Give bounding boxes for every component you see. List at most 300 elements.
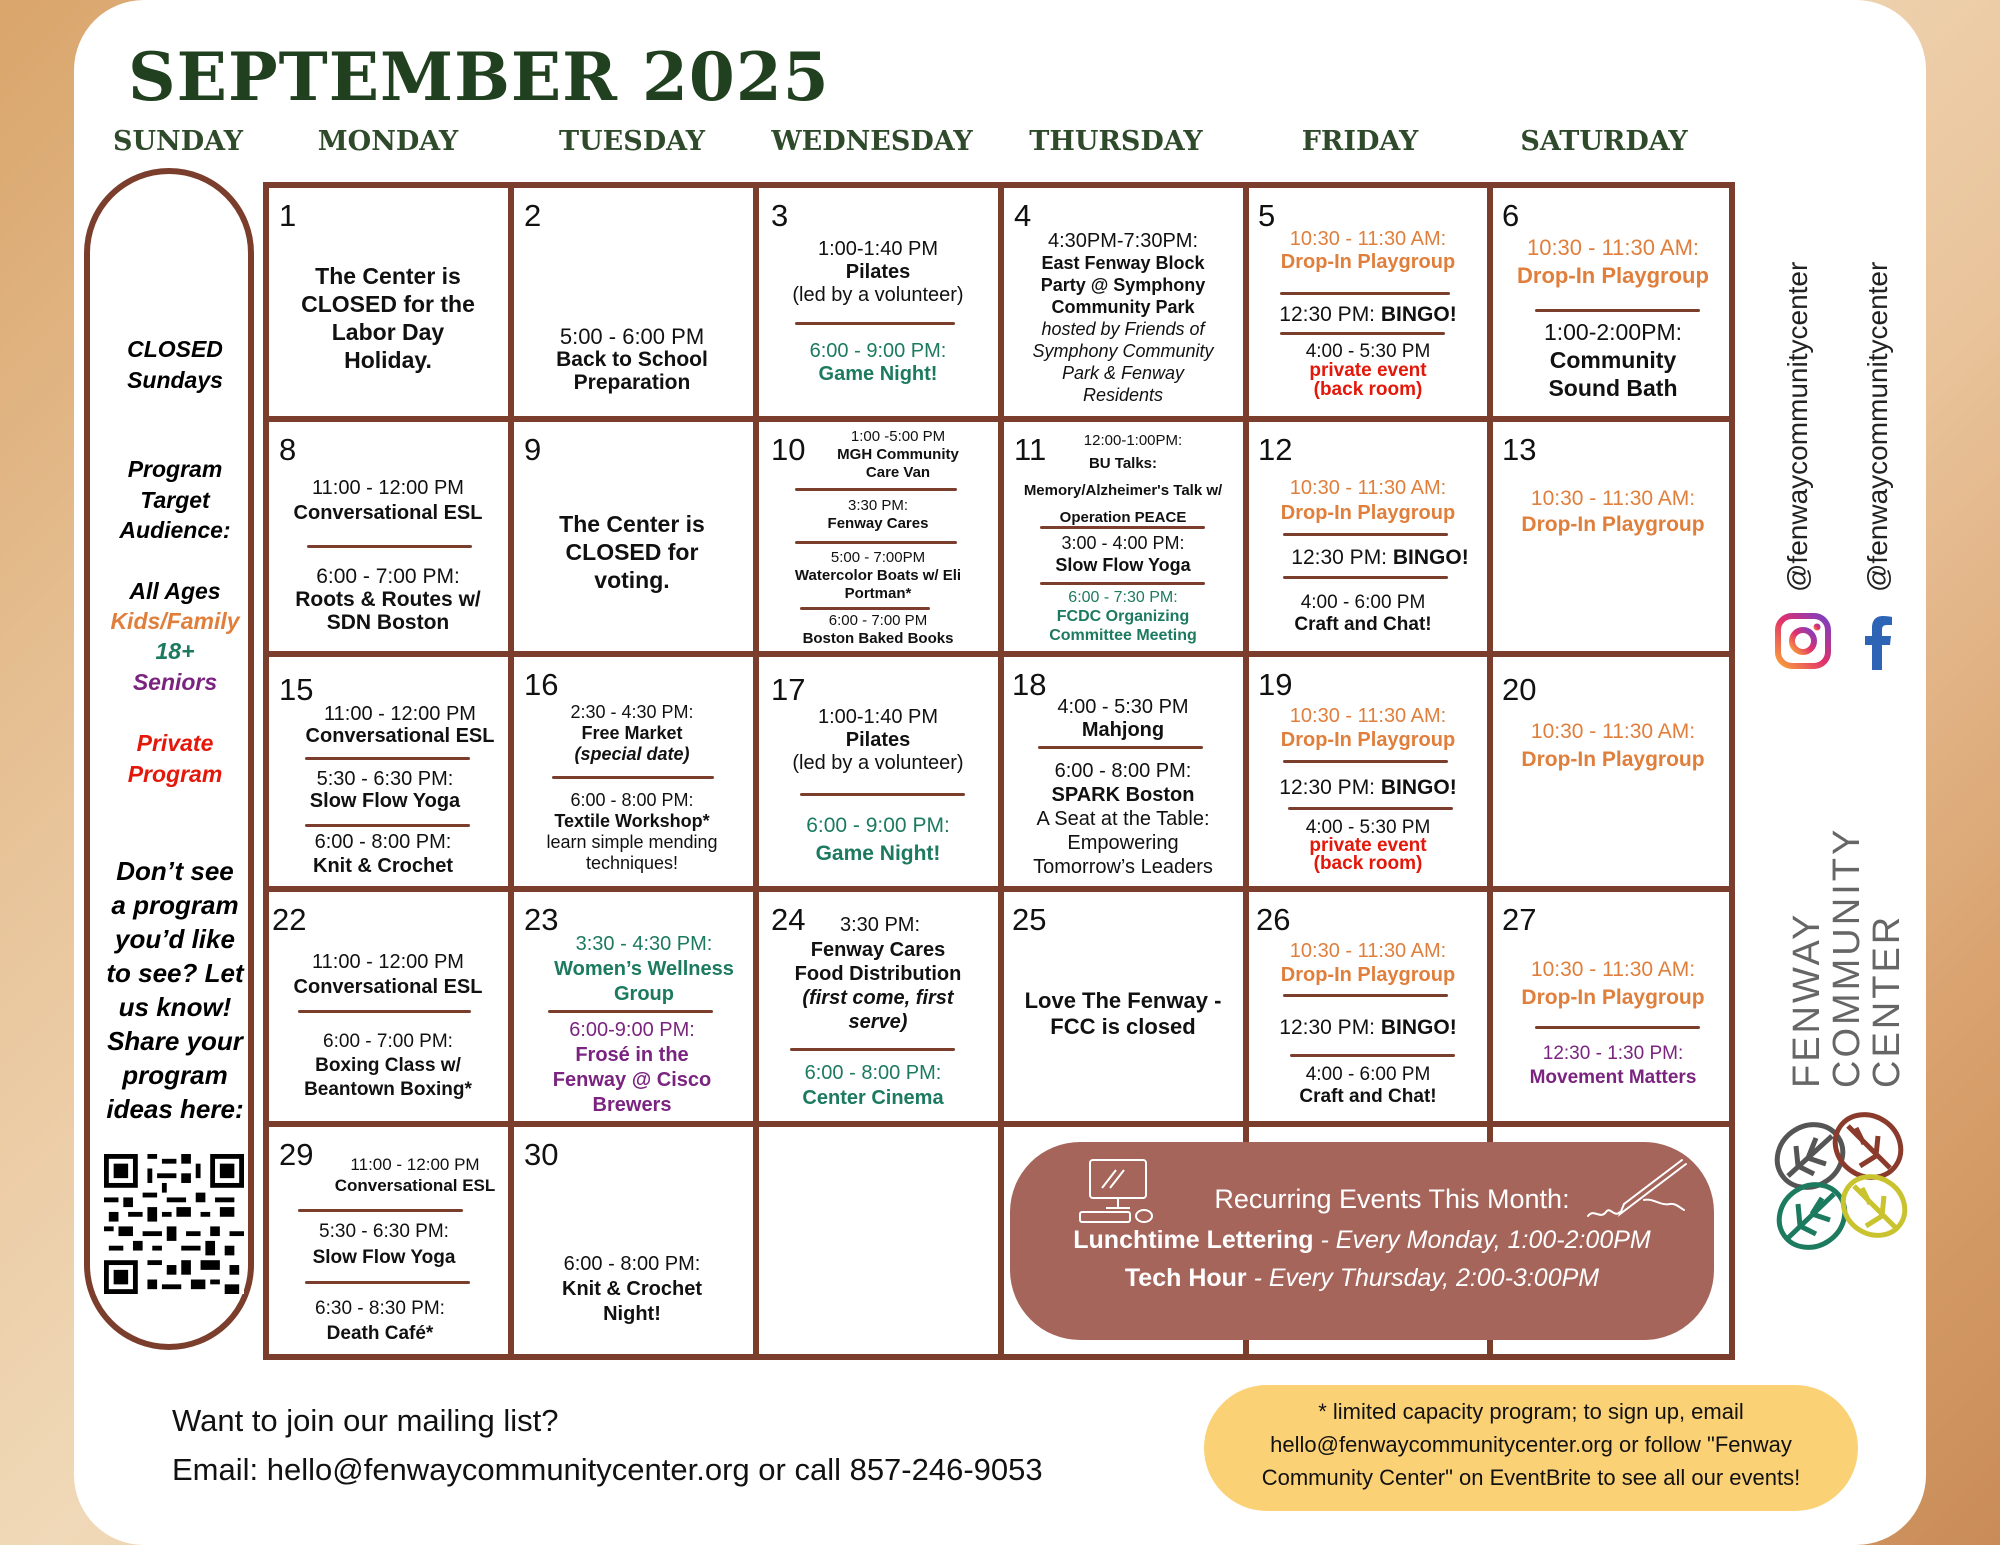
event-playgroup[interactable] bbox=[1494, 718, 1732, 774]
leaf-logo bbox=[1768, 1108, 1918, 1258]
event-yoga[interactable] bbox=[266, 1219, 502, 1271]
event-time-24: 3:30 PM: bbox=[839, 914, 921, 936]
event-time: 5:30 - 6:30 PM: bbox=[319, 1221, 449, 1242]
day-number: 15 bbox=[279, 672, 314, 707]
day-header-thursday: THURSDAY bbox=[1029, 126, 1203, 157]
event-title: Conversational ESL bbox=[293, 976, 483, 998]
event-time: 1:00-1:40 PM bbox=[817, 706, 939, 728]
separator bbox=[305, 757, 470, 760]
event-time: 12:30 - 1:30 PM: bbox=[1542, 1043, 1684, 1064]
event-note: (first come, first bbox=[802, 987, 954, 1009]
event-title: Center Cinema bbox=[802, 1087, 944, 1109]
event-fenway-cares[interactable] bbox=[760, 497, 996, 533]
event-title: private event bbox=[1309, 835, 1427, 856]
closed-line: FCC is closed bbox=[1050, 1014, 1196, 1039]
event-time: 11:00 - 12:00 PM bbox=[324, 703, 476, 725]
event-time: 4:30PM-7:30PM: bbox=[1047, 230, 1199, 252]
event-craft-chat[interactable] bbox=[1250, 1064, 1486, 1108]
day-number: 8 bbox=[279, 432, 297, 467]
day-number: 6 bbox=[1502, 198, 1520, 233]
separator bbox=[305, 824, 470, 827]
day-header-saturday: SATURDAY bbox=[1520, 126, 1688, 157]
closed-line: Holiday. bbox=[344, 347, 432, 373]
event-title: Craft and Chat! bbox=[1294, 614, 1432, 635]
closed-line: voting. bbox=[594, 567, 670, 593]
event-time: 10:30 - 11:30 AM: bbox=[1289, 477, 1447, 499]
event-note: Empowering bbox=[1067, 832, 1179, 854]
private-label-2: Program bbox=[127, 761, 223, 787]
event-time: 4:00 - 5:30 PM bbox=[1305, 817, 1431, 838]
event-time: 4:00 - 6:00 PM bbox=[1300, 592, 1426, 613]
event-baked-books[interactable] bbox=[760, 612, 996, 648]
event-mahjong[interactable] bbox=[1004, 696, 1242, 742]
day-number: 12 bbox=[1258, 432, 1293, 467]
event-title: Conversational ESL bbox=[334, 1176, 496, 1195]
event-time: 10:30 - 11:30 AM: bbox=[1530, 720, 1696, 743]
instagram-handle[interactable]: @fenwaycommunitycenter bbox=[1782, 261, 1813, 592]
event-bingo[interactable] bbox=[1250, 1016, 1486, 1039]
closed-line: The Center is bbox=[315, 263, 461, 289]
audience-seniors: Seniors bbox=[132, 669, 218, 695]
separator bbox=[795, 541, 957, 544]
event-time: 4:00 - 5:30 PM bbox=[1057, 696, 1189, 718]
day-number: 2 bbox=[524, 198, 542, 233]
event-title: Movement Matters bbox=[1529, 1067, 1697, 1088]
page-title: SEPTEMBER 2025 bbox=[128, 38, 830, 116]
event-time: 5:00 - 6:00 PM bbox=[559, 324, 705, 349]
recurring-name: Tech Hour bbox=[1124, 1264, 1247, 1292]
sunday-sidebar bbox=[84, 168, 254, 1350]
separator bbox=[790, 1048, 955, 1051]
event-title: Beantown Boxing* bbox=[304, 1079, 472, 1100]
separator bbox=[1038, 746, 1203, 749]
day-number: 9 bbox=[524, 432, 542, 467]
event-watercolor[interactable] bbox=[760, 549, 996, 603]
event-esl[interactable] bbox=[270, 950, 506, 1000]
event-title: BU Talks: bbox=[1088, 455, 1158, 472]
event-bingo[interactable] bbox=[1250, 776, 1486, 799]
day-number: 23 bbox=[524, 902, 559, 937]
facebook-icon[interactable] bbox=[1862, 612, 1894, 670]
event-title: Food Distribution bbox=[794, 963, 962, 985]
day-header-wednesday: WEDNESDAY bbox=[771, 126, 973, 157]
audience-line-2: Target bbox=[140, 487, 210, 513]
event-time: 12:30 PM: bbox=[1291, 546, 1393, 569]
day-number: 13 bbox=[1502, 432, 1537, 467]
event-time: 10:30 - 11:30 AM: bbox=[1530, 958, 1696, 981]
event-title: Group bbox=[614, 983, 674, 1005]
event-title: Drop-In Playgroup bbox=[1280, 729, 1456, 751]
day-number: 22 bbox=[272, 902, 307, 937]
day-header-tuesday: TUESDAY bbox=[558, 126, 705, 157]
grid-divider bbox=[753, 182, 759, 1360]
event-textile[interactable] bbox=[514, 790, 750, 874]
recurring-when: - Every Thursday, 2:00-3:00PM bbox=[1246, 1264, 1600, 1292]
event-time: 6:00 - 8:00 PM: bbox=[314, 831, 452, 853]
separator bbox=[298, 1209, 463, 1212]
event-cinema[interactable] bbox=[755, 1061, 991, 1111]
audience-line-3: Audience: bbox=[119, 517, 231, 543]
event-note: (back room) bbox=[1313, 379, 1423, 400]
event-title: Conversational ESL bbox=[305, 725, 495, 747]
event-title: Drop-In Playgroup bbox=[1280, 502, 1456, 524]
event-time: 10:30 - 11:30 AM: bbox=[1530, 487, 1696, 510]
event-time: 6:00 - 8:00 PM: bbox=[563, 1253, 701, 1275]
event-private[interactable] bbox=[1250, 819, 1486, 873]
event-game-night[interactable] bbox=[760, 812, 996, 868]
event-title: Mahjong bbox=[1081, 719, 1165, 741]
event-time: 5:00 - 7:00PM bbox=[830, 549, 926, 566]
grid-divider bbox=[263, 886, 1735, 892]
event-time: 3:30 PM: bbox=[847, 497, 909, 514]
event-frose[interactable] bbox=[514, 1018, 750, 1118]
event-womens-wellness[interactable] bbox=[526, 932, 762, 1007]
separator bbox=[1283, 533, 1448, 536]
event-time: 6:00 - 9:00 PM: bbox=[809, 340, 947, 362]
event-time: 12:30 PM: bbox=[1279, 303, 1381, 326]
closed-notice bbox=[270, 262, 506, 374]
recurring-item-lettering[interactable] bbox=[1010, 1226, 1714, 1255]
event-sound-bath[interactable] bbox=[1494, 318, 1732, 402]
note-line: * limited capacity program; to sign up, email bbox=[1318, 1399, 1744, 1424]
ask-line-7: program bbox=[122, 1060, 228, 1090]
event-fcdc[interactable] bbox=[1004, 588, 1242, 645]
event-title: Conversational ESL bbox=[293, 502, 483, 524]
event-title: Drop-In Playgroup bbox=[1280, 964, 1456, 986]
event-title: Pilates bbox=[845, 261, 911, 283]
day-header-sunday: SUNDAY bbox=[112, 126, 244, 157]
day-number: 24 bbox=[771, 902, 806, 937]
event-title: Sound Bath bbox=[1548, 375, 1678, 401]
separator bbox=[307, 545, 472, 548]
event-time: 6:00 - 7:00 PM: bbox=[323, 1031, 453, 1052]
event-title: Knit & Crochet bbox=[313, 855, 453, 877]
event-game-night[interactable] bbox=[760, 340, 996, 386]
closed-notice bbox=[1004, 988, 1242, 1040]
event-title: Drop-In Playgroup bbox=[1280, 251, 1456, 273]
event-note: (led by a volunteer) bbox=[792, 752, 964, 774]
event-back-to-school[interactable] bbox=[514, 325, 750, 394]
day-number: 27 bbox=[1502, 902, 1537, 937]
event-title: Community Park bbox=[1051, 297, 1195, 317]
event-time: 10:30 - 11:30 AM: bbox=[1289, 705, 1447, 727]
event-note: (led by a volunteer) bbox=[792, 284, 964, 306]
event-time: 4:00 - 5:30 PM bbox=[1305, 341, 1431, 362]
event-food-distribution[interactable] bbox=[760, 938, 996, 1034]
brand-line-3: CENTER bbox=[1866, 913, 1908, 1088]
separator bbox=[1290, 1054, 1455, 1057]
instagram-icon[interactable] bbox=[1774, 612, 1832, 670]
event-time: 6:00 - 8:00 PM: bbox=[570, 790, 694, 810]
separator bbox=[1283, 994, 1448, 997]
event-time: 6:00 - 7:00 PM bbox=[828, 612, 928, 629]
day-number: 30 bbox=[524, 1137, 559, 1172]
day-number: 1 bbox=[279, 198, 297, 233]
note-line: hello@fenwaycommunitycenter.org or follow "Fenway bbox=[1270, 1432, 1792, 1457]
event-esl[interactable] bbox=[318, 1154, 512, 1196]
day-number: 26 bbox=[1256, 902, 1291, 937]
grid-divider bbox=[263, 416, 1735, 422]
event-knit-night[interactable] bbox=[514, 1252, 750, 1327]
event-title: Operation PEACE bbox=[1059, 509, 1187, 526]
event-title: private event bbox=[1309, 360, 1427, 381]
event-title: Game Night! bbox=[815, 842, 941, 865]
event-block-party[interactable] bbox=[1004, 230, 1242, 406]
event-time: 4:00 - 6:00 PM bbox=[1305, 1064, 1431, 1085]
event-playgroup[interactable] bbox=[1494, 234, 1732, 290]
event-title: Portman* bbox=[844, 585, 912, 602]
event-title: Slow Flow Yoga bbox=[312, 1247, 456, 1268]
recurring-item-tech-hour[interactable] bbox=[1010, 1264, 1714, 1293]
closed-line: CLOSED for the bbox=[301, 291, 475, 317]
event-note: learn simple mending bbox=[546, 832, 718, 852]
grid-divider bbox=[263, 1121, 1735, 1127]
event-pilates[interactable] bbox=[760, 238, 996, 307]
event-title: Fenway Cares bbox=[827, 515, 929, 532]
day-number: 3 bbox=[771, 198, 789, 233]
event-note: (special date) bbox=[574, 744, 690, 764]
day-number: 20 bbox=[1502, 672, 1537, 707]
separator bbox=[305, 1281, 470, 1284]
facebook-handle[interactable]: @fenwaycommunitycenter bbox=[1862, 261, 1893, 592]
event-note: Tomorrow’s Leaders bbox=[1033, 856, 1213, 878]
event-time: 10:30 - 11:30 AM: bbox=[1526, 235, 1700, 260]
event-title: Drop-In Playgroup bbox=[1521, 513, 1705, 536]
audience-all-ages: All Ages bbox=[129, 578, 221, 604]
event-title: Frosé in the bbox=[575, 1044, 689, 1066]
ask-line-6: Share your bbox=[107, 1026, 243, 1056]
recurring-when: - Every Monday, 1:00-2:00PM bbox=[1313, 1226, 1651, 1254]
audience-line-1: Program bbox=[127, 456, 223, 482]
separator bbox=[1535, 1026, 1700, 1029]
event-title: Pilates bbox=[845, 729, 911, 751]
private-label-1: Private bbox=[136, 730, 214, 756]
ask-line-5: us know! bbox=[118, 992, 232, 1022]
event-boxing[interactable] bbox=[270, 1030, 506, 1102]
event-time: 1:00-2:00PM: bbox=[1543, 319, 1683, 345]
closed-line: The Center is bbox=[559, 511, 705, 537]
event-title: BINGO! bbox=[1392, 546, 1469, 569]
sundays-label: Sundays bbox=[127, 367, 223, 393]
event-title: Free Market bbox=[581, 723, 683, 743]
day-number: 16 bbox=[524, 667, 559, 702]
event-time: 3:00 - 4:00 PM: bbox=[1061, 533, 1185, 553]
separator bbox=[1535, 309, 1700, 312]
event-title: Care Van bbox=[865, 464, 931, 481]
ask-line-4: to see? Let bbox=[106, 958, 244, 988]
event-craft-chat[interactable] bbox=[1245, 592, 1481, 636]
event-time: 11:00 - 12:00 PM bbox=[350, 1155, 480, 1174]
separator bbox=[1280, 292, 1450, 295]
event-title: Fenway @ Cisco bbox=[552, 1069, 712, 1091]
day-header-friday: FRIDAY bbox=[1301, 126, 1419, 157]
event-yoga[interactable] bbox=[1004, 532, 1242, 576]
event-time: 6:00 - 8:00 PM: bbox=[1054, 760, 1192, 782]
event-note: A Seat at the Table: bbox=[1036, 808, 1210, 830]
event-title: Watercolor Boats w/ Eli bbox=[794, 567, 962, 584]
event-title: Death Café* bbox=[326, 1323, 434, 1344]
separator bbox=[1040, 582, 1205, 585]
event-time: 5:30 - 6:30 PM: bbox=[316, 768, 454, 790]
event-title: Knit & Crochet bbox=[562, 1278, 702, 1300]
event-free-market[interactable] bbox=[514, 702, 750, 765]
day-number: 5 bbox=[1258, 198, 1276, 233]
recurring-name: Lunchtime Lettering bbox=[1073, 1226, 1314, 1254]
event-title: MGH Community bbox=[837, 446, 959, 463]
event-playgroup[interactable] bbox=[1494, 956, 1732, 1012]
event-private[interactable] bbox=[1250, 342, 1486, 399]
event-title: FCDC Organizing bbox=[1056, 608, 1190, 625]
note-line: Community Center" on EventBrite to see all our events! bbox=[1261, 1465, 1801, 1490]
mailing-list-prompt: Want to join our mailing list? bbox=[172, 1403, 559, 1438]
event-note: Symphony Community bbox=[1032, 341, 1214, 361]
qr-code[interactable] bbox=[104, 1154, 244, 1294]
brand-line-2: COMMUNITY bbox=[1826, 826, 1868, 1088]
event-knit[interactable] bbox=[265, 830, 501, 878]
event-note: serve) bbox=[848, 1011, 908, 1033]
event-note: hosted by Friends of bbox=[1041, 319, 1205, 339]
event-bingo[interactable] bbox=[1262, 546, 1498, 569]
event-title: East Fenway Block bbox=[1041, 253, 1205, 273]
event-title: Women’s Wellness bbox=[554, 958, 734, 980]
event-title: Committee Meeting bbox=[1049, 627, 1197, 644]
event-title: Slow Flow Yoga bbox=[309, 790, 461, 812]
event-time: 10:30 - 11:30 AM: bbox=[1289, 940, 1447, 962]
event-time: 11:00 - 12:00 PM bbox=[312, 477, 464, 499]
ask-line-8: ideas here: bbox=[106, 1094, 244, 1124]
event-care-van[interactable] bbox=[818, 428, 978, 482]
event-note: techniques! bbox=[585, 853, 679, 873]
event-title: Textile Workshop* bbox=[554, 811, 710, 831]
event-time: 2:30 - 4:30 PM: bbox=[570, 702, 694, 722]
event-title: Brewers bbox=[592, 1094, 672, 1116]
event-time: 6:00 - 7:30 PM: bbox=[1068, 589, 1178, 606]
separator bbox=[1040, 526, 1205, 529]
event-title: Roots & Routes w/ bbox=[295, 588, 481, 611]
event-time: 12:30 PM: bbox=[1279, 776, 1381, 799]
event-playgroup[interactable] bbox=[1250, 704, 1486, 752]
event-playgroup[interactable] bbox=[1250, 476, 1486, 526]
day-number: 11 bbox=[1014, 432, 1047, 467]
separator bbox=[1288, 807, 1453, 810]
event-time: 6:30 - 8:30 PM: bbox=[315, 1298, 445, 1319]
audience-adults: 18+ bbox=[155, 638, 195, 664]
contact-info[interactable]: Email: hello@fenwaycommunitycenter.org or call 857-246-9053 bbox=[172, 1452, 1043, 1487]
event-death-cafe[interactable] bbox=[262, 1296, 498, 1346]
ask-line-2: a program bbox=[111, 890, 239, 920]
separator bbox=[800, 607, 930, 610]
event-time: 10:30 - 11:30 AM: bbox=[1289, 228, 1447, 250]
ask-line-3: you’d like bbox=[115, 924, 235, 954]
event-title: Drop-In Playgroup bbox=[1517, 263, 1709, 288]
closed-line: Love The Fenway - bbox=[1024, 988, 1222, 1013]
event-title: Drop-In Playgroup bbox=[1521, 748, 1705, 771]
event-title: Game Night! bbox=[818, 363, 938, 385]
event-title: Community bbox=[1549, 347, 1677, 373]
event-bu-talks[interactable] bbox=[1004, 432, 1242, 531]
day-number: 29 bbox=[279, 1137, 314, 1172]
separator bbox=[298, 1010, 471, 1013]
capacity-note bbox=[1204, 1385, 1858, 1511]
event-title: Boston Baked Books bbox=[802, 630, 954, 647]
event-bingo[interactable] bbox=[1250, 303, 1486, 326]
separator bbox=[795, 322, 955, 325]
event-title: BINGO! bbox=[1380, 776, 1457, 799]
event-time: 6:00 - 9:00 PM: bbox=[806, 814, 950, 837]
event-time: 6:00 - 7:00 PM: bbox=[316, 565, 460, 588]
separator bbox=[548, 1010, 713, 1013]
event-title: Craft and Chat! bbox=[1299, 1086, 1437, 1107]
event-time: 6:00 - 8:00 PM: bbox=[804, 1062, 942, 1084]
day-header-monday: MONDAY bbox=[317, 126, 459, 157]
day-number: 10 bbox=[771, 432, 806, 467]
event-title: Party @ Symphony bbox=[1040, 275, 1206, 295]
event-time: 12:30 PM: bbox=[1279, 1016, 1381, 1039]
brand-line-1: FENWAY bbox=[1786, 911, 1828, 1088]
event-title: Night! bbox=[603, 1303, 661, 1325]
separator bbox=[795, 488, 957, 491]
event-note: Residents bbox=[1082, 385, 1164, 405]
closed-line: Labor Day bbox=[331, 319, 445, 345]
day-number: 18 bbox=[1012, 667, 1047, 702]
recurring-heading: Recurring Events This Month: bbox=[1214, 1184, 1570, 1214]
event-playgroup[interactable] bbox=[1250, 939, 1486, 987]
event-note: (back room) bbox=[1313, 853, 1423, 874]
closed-label: CLOSED bbox=[127, 336, 223, 362]
event-spark[interactable] bbox=[1004, 759, 1242, 879]
event-title: SPARK Boston bbox=[1051, 784, 1195, 806]
closed-line: CLOSED for bbox=[565, 539, 699, 565]
separator bbox=[1283, 576, 1448, 579]
grid-divider bbox=[263, 651, 1735, 657]
event-title: Boxing Class w/ bbox=[315, 1055, 461, 1076]
event-playgroup[interactable] bbox=[1250, 228, 1486, 274]
event-time: 11:00 - 12:00 PM bbox=[312, 951, 464, 973]
event-title: Memory/Alzheimer's Talk w/ bbox=[1023, 482, 1223, 499]
day-number: 25 bbox=[1012, 902, 1047, 937]
event-pilates[interactable] bbox=[760, 706, 996, 775]
day-number: 17 bbox=[771, 672, 806, 707]
day-number: 4 bbox=[1014, 198, 1032, 233]
event-playgroup[interactable] bbox=[1494, 486, 1732, 538]
event-yoga[interactable] bbox=[267, 768, 503, 812]
event-title: Preparation bbox=[573, 371, 691, 394]
ask-line-1: Don’t see bbox=[116, 856, 234, 886]
event-time: 1:00 -5:00 PM bbox=[850, 428, 946, 445]
event-title: SDN Boston bbox=[326, 611, 450, 634]
closed-notice bbox=[514, 510, 750, 594]
event-title: Back to School bbox=[556, 348, 708, 371]
event-time: 3:30 - 4:30 PM: bbox=[575, 933, 713, 955]
event-title: Drop-In Playgroup bbox=[1521, 986, 1705, 1009]
event-roots-routes[interactable] bbox=[270, 565, 506, 634]
event-esl[interactable] bbox=[270, 476, 506, 526]
event-esl[interactable] bbox=[282, 703, 518, 747]
recurring-events-panel bbox=[1010, 1142, 1714, 1340]
separator bbox=[552, 776, 714, 779]
day-number: 19 bbox=[1258, 667, 1293, 702]
event-note: Park & Fenway bbox=[1061, 363, 1185, 383]
separator bbox=[1283, 760, 1448, 763]
event-title: BINGO! bbox=[1380, 1016, 1457, 1039]
event-time: 1:00-1:40 PM bbox=[817, 238, 939, 260]
event-title: BINGO! bbox=[1380, 303, 1457, 326]
event-title: Fenway Cares bbox=[810, 939, 946, 961]
event-title: Slow Flow Yoga bbox=[1055, 555, 1191, 575]
event-movement-matters[interactable] bbox=[1494, 1042, 1732, 1090]
event-time: 12:00-1:00PM: bbox=[1083, 432, 1183, 449]
event-time: 6:00-9:00 PM: bbox=[569, 1019, 695, 1041]
